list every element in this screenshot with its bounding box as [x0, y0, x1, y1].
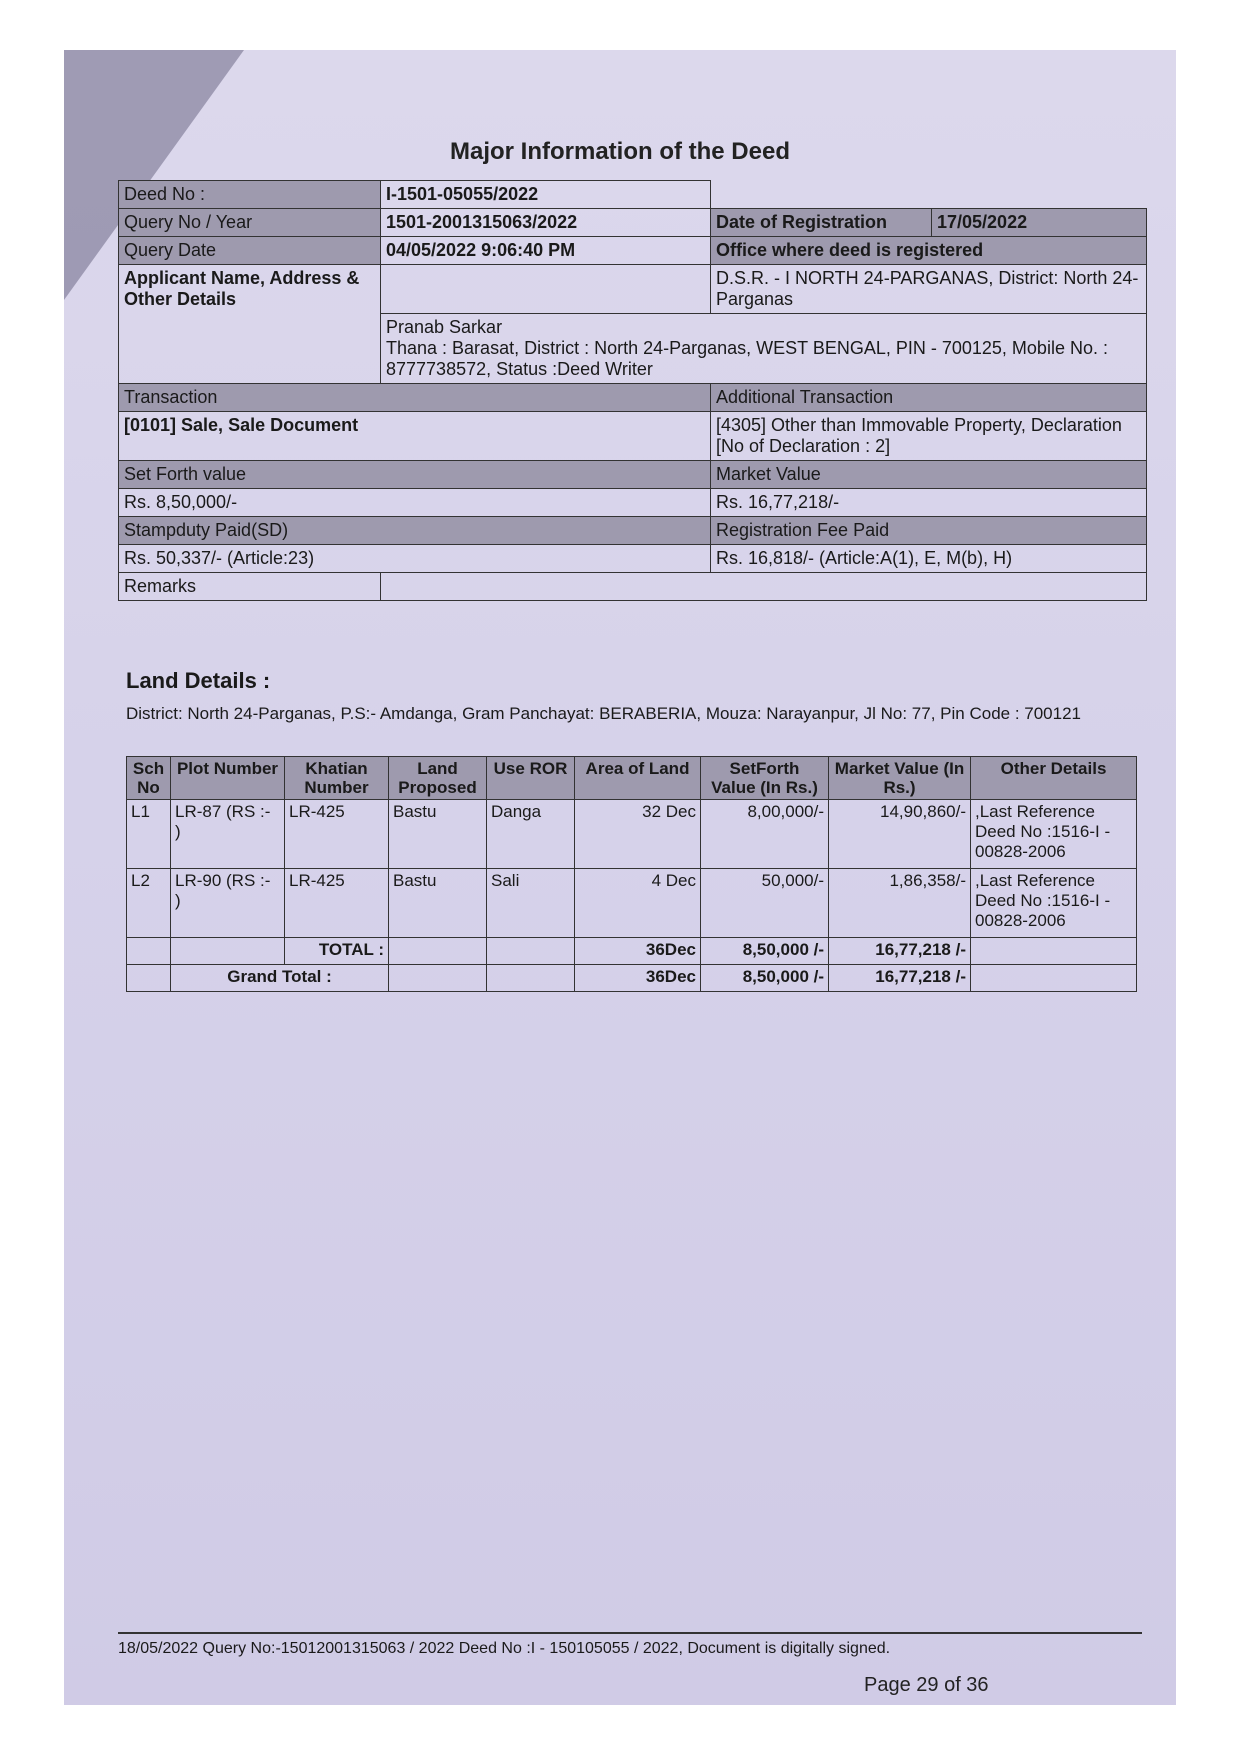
- total-label: TOTAL :: [285, 938, 389, 965]
- query-label: Query No / Year: [119, 209, 381, 237]
- area-of-land: 32 Dec: [575, 800, 701, 869]
- area-of-land: 4 Dec: [575, 869, 701, 938]
- col-area-of-land: Area of Land: [575, 757, 701, 800]
- total-area: 36Dec: [575, 938, 701, 965]
- setforth-value: 50,000/-: [701, 869, 829, 938]
- applicant-details: Thana : Barasat, District : North 24-Parganas, WEST BENGAL, PIN - 700125, Mobile No. : 8777738572, Status :Deed Writer: [386, 338, 1108, 379]
- query-value: 1501-2001315063/2022: [381, 209, 711, 237]
- land-proposed: Bastu: [389, 800, 487, 869]
- registration-fee-label: Registration Fee Paid: [711, 517, 1147, 545]
- date-reg-label: Date of Registration: [716, 212, 888, 232]
- grand-total-market: 16,77,218 /-: [829, 965, 971, 992]
- deed-no-label: Deed No :: [119, 181, 381, 209]
- land-table-header: [127, 757, 1137, 800]
- additional-transaction-label: Additional Transaction: [711, 384, 1147, 412]
- land-details-table: [126, 756, 1137, 992]
- footer-divider: [118, 1632, 1142, 1634]
- use-ror: Sali: [487, 869, 575, 938]
- stampduty-label: Stampduty Paid(SD): [119, 517, 711, 545]
- query-date-label: Query Date: [119, 237, 381, 265]
- deed-info-table: [118, 180, 1147, 601]
- plot-number: LR-90 (RS :- ): [171, 869, 285, 938]
- grand-total-area: 36Dec: [575, 965, 701, 992]
- total-market: 16,77,218 /-: [829, 938, 971, 965]
- footer-text: 18/05/2022 Query No:-15012001315063 / 2022 Deed No :I - 150105055 / 2022, Document is digitally signed.: [118, 1640, 891, 1657]
- col-other-details: Other Details: [971, 757, 1137, 800]
- registration-fee-value: Rs. 16,818/- (Article:A(1), E, M(b), H): [711, 545, 1147, 573]
- land-details-description: District: North 24-Parganas, P.S:- Amdanga, Gram Panchayat: BERABERIA, Mouza: Narayanpur, Jl No: 77, Pin Code : 700121: [126, 704, 1081, 723]
- total-setforth: 8,50,000 /-: [701, 938, 829, 965]
- remarks-label: Remarks: [119, 573, 381, 601]
- col-market-value: Market Value (In Rs.): [829, 757, 971, 800]
- table-row: [127, 869, 1137, 938]
- deed-no-value: I-1501-05055/2022: [381, 181, 711, 209]
- other-details: ,Last Reference Deed No :1516-I - 00828-2006: [971, 800, 1137, 869]
- sch-no: L1: [127, 800, 171, 869]
- land-details-heading: Land Details :: [126, 668, 271, 693]
- applicant-name: Pranab Sarkar: [386, 317, 503, 337]
- remarks-value: [381, 573, 1147, 601]
- page-title: Major Information of the Deed: [449, 138, 790, 165]
- setforth-value: 8,00,000/-: [701, 800, 829, 869]
- use-ror: Danga: [487, 800, 575, 869]
- date-reg-value: 17/05/2022: [932, 209, 1147, 236]
- additional-transaction-value: [4305] Other than Immovable Property, Declaration [No of Declaration : 2]: [711, 412, 1147, 461]
- office-label: Office where deed is registered: [711, 237, 1147, 265]
- office-value: D.S.R. - I NORTH 24-PARGANAS, District: North 24-Parganas: [711, 265, 1147, 314]
- query-date-value: 04/05/2022 9:06:40 PM: [381, 237, 711, 265]
- transaction-label: Transaction: [119, 384, 711, 412]
- applicant-details-cell: [381, 314, 1147, 384]
- col-plot-number: Plot Number: [171, 757, 285, 800]
- col-sch-no: Sch No: [127, 757, 171, 800]
- khatian-number: LR-425: [285, 869, 389, 938]
- table-row: [127, 800, 1137, 869]
- col-setforth-value: SetForth Value (In Rs.): [701, 757, 829, 800]
- set-forth-value: Rs. 8,50,000/-: [119, 489, 711, 517]
- land-proposed: Bastu: [389, 869, 487, 938]
- market-value: 1,86,358/-: [829, 869, 971, 938]
- set-forth-label: Set Forth value: [119, 461, 711, 489]
- market-value: Rs. 16,77,218/-: [711, 489, 1147, 517]
- grand-total-setforth: 8,50,000 /-: [701, 965, 829, 992]
- col-land-proposed: Land Proposed: [389, 757, 487, 800]
- stampduty-value: Rs. 50,337/- (Article:23): [119, 545, 711, 573]
- page-number: Page 29 of 36: [864, 1674, 989, 1696]
- other-details: ,Last Reference Deed No :1516-I - 00828-2006: [971, 869, 1137, 938]
- col-khatian-number: Khatian Number: [285, 757, 389, 800]
- document-page: [64, 50, 1176, 1705]
- date-of-registration-cell: [711, 209, 1147, 237]
- col-use-ror: Use ROR: [487, 757, 575, 800]
- grand-total-row: [127, 965, 1137, 992]
- market-value: 14,90,860/-: [829, 800, 971, 869]
- plot-number: LR-87 (RS :- ): [171, 800, 285, 869]
- transaction-value: [0101] Sale, Sale Document: [119, 412, 711, 461]
- grand-total-label: Grand Total :: [171, 965, 389, 992]
- applicant-label: Applicant Name, Address & Other Details: [119, 265, 381, 384]
- sch-no: L2: [127, 869, 171, 938]
- market-value-label: Market Value: [711, 461, 1147, 489]
- khatian-number: LR-425: [285, 800, 389, 869]
- total-row: [127, 938, 1137, 965]
